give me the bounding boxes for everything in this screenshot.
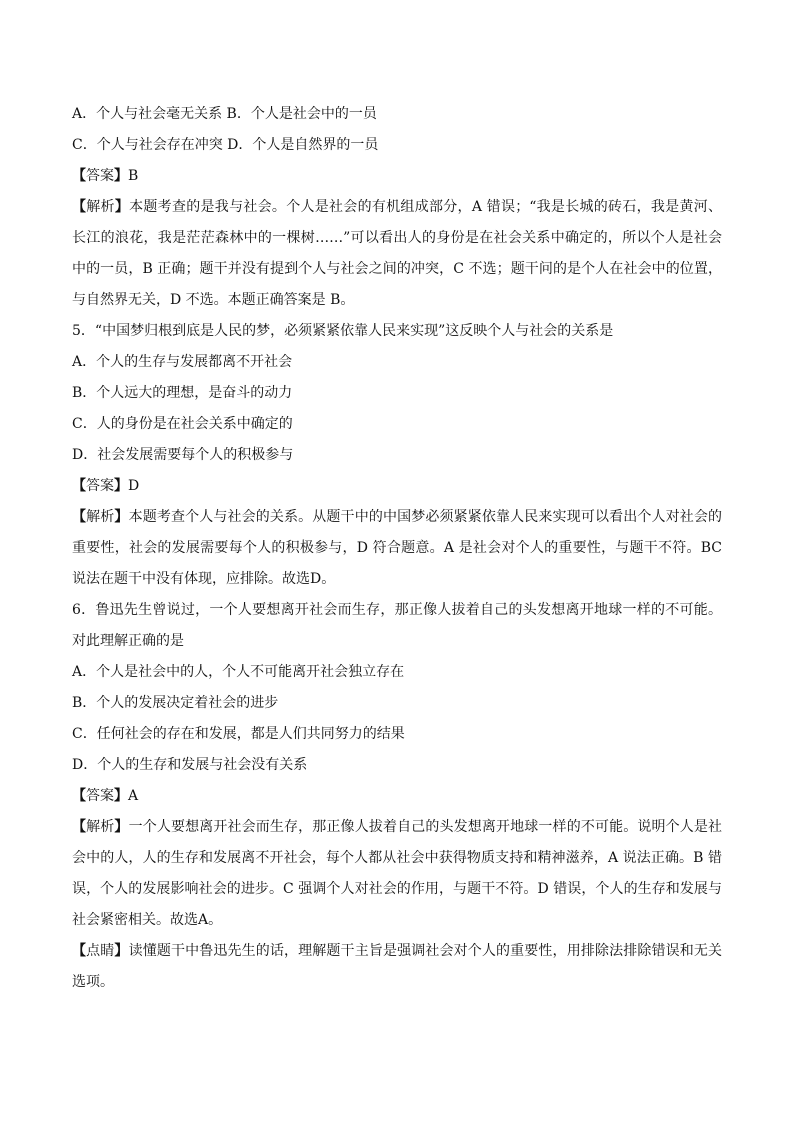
analysis-bracket-open: 【 [72,199,87,215]
q4-answer [72,161,722,192]
analysis-text: 一个人要想离开社会而生存，那正像人拔着自己的头发想离开地球一样的不可能。说明个人是社会中的人，人的生存和发展离不开社会，每个人都从社会中获得物质支持和精神滋养，A 说法正确。B 错误，个人的发展影响社会的进步。C 强调个人对社会的作用，与题干不符。D 错误，个人的生存和发展与社会紧密相关。故选A。 [72,819,723,928]
comment-bracket-close: 】 [114,943,129,959]
q5-option-c: C．人的身份是在社会关系中确定的 [72,416,293,432]
answer-tag: 答案 [86,168,114,184]
q6-option-c: C．任何社会的存在和发展，都是人们共同努力的结果 [72,726,405,742]
q6-analysis [72,812,722,936]
answer-value: B [128,168,139,184]
answer-tag: 答案 [86,788,114,804]
q5-option-b: B．个人远大的理想，是奋斗的动力 [72,385,293,401]
answer-bracket-close: 】 [114,788,128,804]
answer-bracket-close: 】 [114,478,128,494]
analysis-bracket-close: 】 [114,199,130,215]
answer-bracket-open: 【 [72,478,86,494]
q5-stem: 5．“中国梦归根到底是人民的梦，必须紧紧依靠人民来实现”这反映个人与社会的关系是 [72,323,614,339]
answer-bracket-open: 【 [72,168,86,184]
analysis-bracket-close: 】 [114,509,129,525]
page-content [72,99,722,998]
answer-tag: 答案 [86,478,114,494]
q6-option-b: B．个人的发展决定着社会的进步 [72,695,279,711]
analysis-tag: 解析 [86,819,115,835]
q6-stem: 6．鲁迅先生曾说过，一个人要想离开社会而生存，那正像人拔着自己的头发想离开地球一样的不可能。对此理解正确的是 [72,602,722,649]
answer-bracket-open: 【 [72,788,86,804]
comment-tag: 点睛 [86,943,115,959]
q6-answer [72,781,722,812]
q6-option-d: D．个人的生存和发展与社会没有关系 [72,757,308,773]
analysis-tag: 解析 [86,509,115,525]
q6-comment [72,936,722,998]
comment-bracket-open: 【 [72,943,87,959]
analysis-text: 本题考查个人与社会的关系。从题干中的中国梦必须紧紧依靠人民来实现可以看出个人对社会的重要性，社会的发展需要每个人的积极参与，D 符合题意。A 是社会对个人的重要性，与题干不符。BC 说法在题干中没有体现，应排除。故选D。 [72,509,723,587]
q4-options-line-2: C．个人与社会存在冲突 D．个人是自然界的一员 [72,137,379,153]
q5-analysis [72,502,722,595]
q4-analysis [72,192,722,316]
analysis-bracket-open: 【 [72,509,87,525]
q4-options-line-1: A．个人与社会毫无关系 B．个人是社会中的一员 [72,106,377,122]
answer-value: A [128,788,139,804]
q5-option-d: D．社会发展需要每个人的积极参与 [72,447,294,463]
answer-value: D [128,478,140,494]
analysis-bracket-open: 【 [72,819,87,835]
q6-option-a: A．个人是社会中的人，个人不可能离开社会独立存在 [72,664,405,680]
q5-answer [72,471,722,502]
analysis-text: 本题考查的是我与社会。个人是社会的有机组成部分，A 错误；“我是长城的砖石，我是黄河、长江的浪花，我是茫茫森林中的一棵树……”可以看出人的身份是在社会关系中确定的，所以个人是社会中的一员，B 正确；题干并没有提到个人与社会之间的冲突，C 不选；题干问的是个人在社会中的位置，与自然界无关，D 不选。本题正确答案是 B。 [72,199,723,308]
analysis-bracket-close: 】 [114,819,129,835]
q5-option-a: A．个人的生存与发展都离不开社会 [72,354,293,370]
answer-bracket-close: 】 [114,168,128,184]
analysis-tag: 解析 [86,199,115,215]
comment-text: 读懂题干中鲁迅先生的话，理解题干主旨是强调社会对个人的重要性，用排除法排除错误和无关选项。 [72,943,723,990]
